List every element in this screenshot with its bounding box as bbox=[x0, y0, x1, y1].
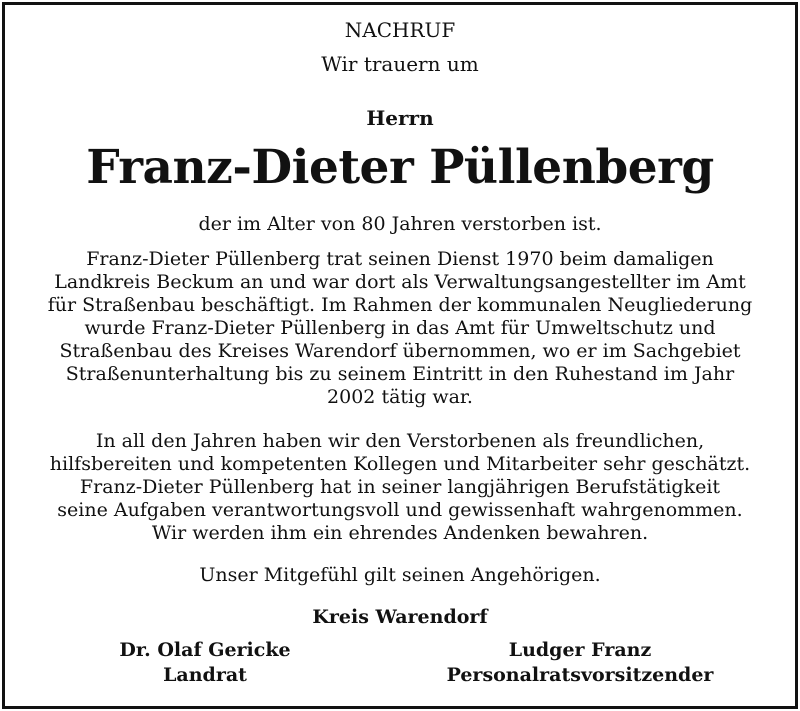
signatory-title: Landrat bbox=[163, 664, 247, 686]
text-line: seine Aufgaben verantwortungsvoll und gewissenhaft wahrgenommen. bbox=[57, 499, 743, 521]
signatory-name: Dr. Olaf Gericke bbox=[119, 639, 291, 661]
text-line: 2002 tätig war. bbox=[327, 386, 473, 408]
deceased-name: Franz-Dieter Püllenberg bbox=[86, 140, 714, 195]
sender-organization: Kreis Warendorf bbox=[312, 606, 488, 628]
condolence-line: Unser Mitgefühl gilt seinen Angehörigen. bbox=[199, 564, 601, 586]
text-line: Franz-Dieter Püllenberg trat seinen Dienst 1970 beim damaligen bbox=[86, 248, 714, 270]
text-line: Straßenbau des Kreises Warendorf übernommen, wo er im Sachgebiet bbox=[59, 340, 741, 362]
salutation: Herrn bbox=[366, 106, 434, 130]
signatory-left bbox=[80, 638, 330, 688]
text-line: Franz-Dieter Püllenberg hat in seiner langjährigen Berufstätigkeit bbox=[79, 476, 721, 498]
signatory-title: Personalratsvorsitzender bbox=[446, 664, 714, 686]
notice-label: NACHRUF bbox=[344, 18, 456, 42]
text-line: für Straßenbau beschäftigt. Im Rahmen der kommunalen Neugliederung bbox=[47, 294, 753, 316]
age-line: der im Alter von 80 Jahren verstorben ist. bbox=[198, 213, 602, 235]
text-line: wurde Franz-Dieter Püllenberg in das Amt für Umweltschutz und bbox=[84, 317, 716, 339]
text-line: In all den Jahren haben wir den Verstorbenen als freundlichen, bbox=[95, 430, 705, 452]
text-line: Landkreis Beckum an und war dort als Verwaltungsangestellter im Amt bbox=[54, 271, 746, 293]
signatory-name: Ludger Franz bbox=[508, 639, 652, 661]
notice-intro: Wir trauern um bbox=[321, 52, 479, 76]
text-line: Wir werden ihm ein ehrendes Andenken bewahren. bbox=[151, 522, 649, 544]
signatory-right bbox=[420, 638, 740, 688]
paragraph-tribute bbox=[0, 430, 800, 545]
text-line: hilfsbereiten und kompetenten Kollegen und Mitarbeiter sehr geschätzt. bbox=[49, 453, 751, 475]
paragraph-career bbox=[0, 248, 800, 409]
text-line: Straßenunterhaltung bis zu seinem Eintritt in den Ruhestand im Jahr bbox=[65, 363, 735, 385]
